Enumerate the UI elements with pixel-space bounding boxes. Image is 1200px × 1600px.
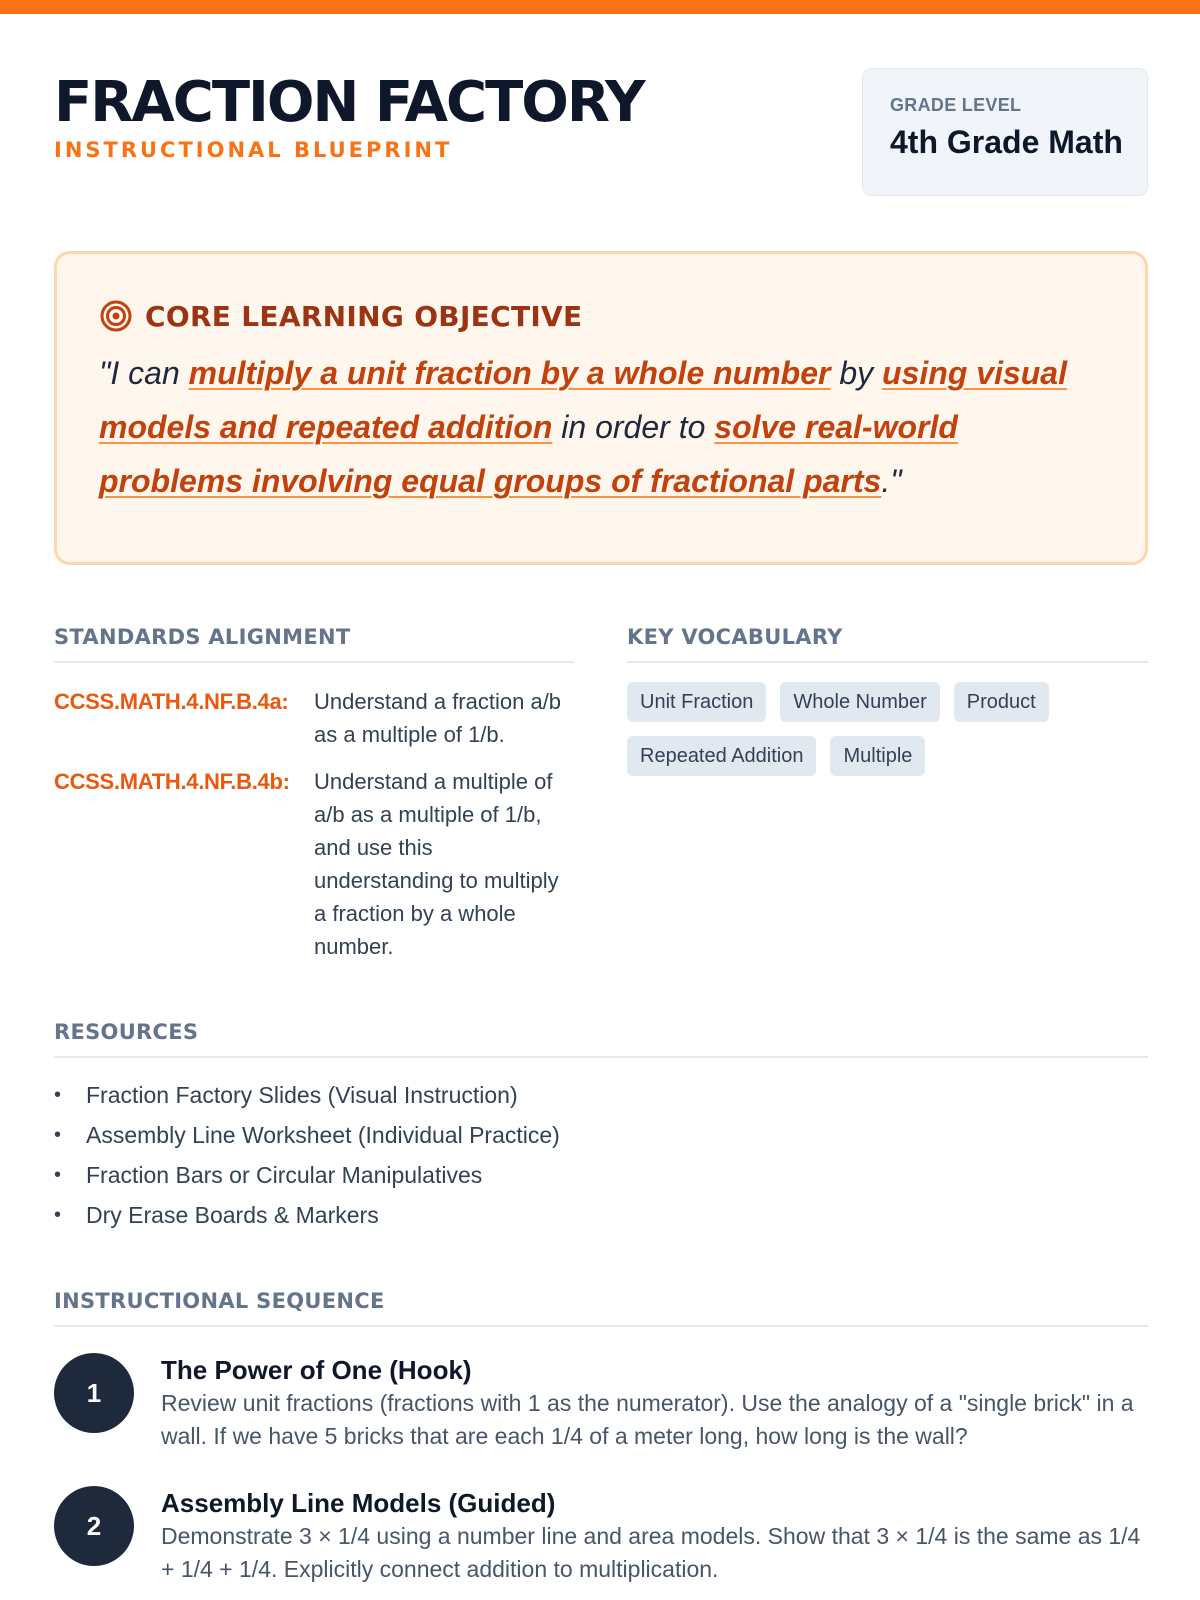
resource-item: • Dry Erase Boards & Markers	[54, 1195, 560, 1235]
standard-code: CCSS.MATH.4.NF.B.4a:	[54, 689, 289, 714]
standards-list	[54, 685, 574, 977]
step-description: Demonstrate 3 × 1/4 using a number line and area models. Show that 3 × 1/4 is the same as 1/4 + 1/4 + 1/4. Explicitly connect addition to multiplication.	[161, 1523, 1141, 1582]
objective-text: ."	[881, 463, 902, 499]
step-description: Review unit fractions (fractions with 1 as the numerator). Use the analogy of a "single brick" in a wall. If we have 5 bricks that are each 1/4 of a meter long, how long is the wall?	[161, 1390, 1134, 1449]
standards-heading: STANDARDS ALIGNMENT	[54, 625, 574, 663]
resource-item: • Fraction Factory Slides (Visual Instruction)	[54, 1075, 560, 1115]
objective-highlight: using visual models and repeated addition	[99, 355, 1067, 445]
objective-text: by	[830, 355, 883, 391]
vocab-chip: Multiple	[830, 736, 925, 776]
vocab-chip: Product	[954, 682, 1049, 722]
vocab-chip: Repeated Addition	[627, 736, 816, 776]
step-title: Assembly Line Models (Guided)	[161, 1488, 556, 1518]
standard-text: Understand a fraction a/b as a multiple of 1/b.	[314, 689, 562, 747]
resource-item: • Assembly Line Worksheet (Individual Practice)	[54, 1115, 560, 1155]
step-number-badge: 2	[54, 1486, 134, 1566]
step-body	[161, 1486, 1151, 1586]
vocabulary-heading: KEY VOCABULARY	[627, 625, 1148, 663]
standard-code: CCSS.MATH.4.NF.B.4b:	[54, 769, 290, 794]
sequence-heading: INSTRUCTIONAL SEQUENCE	[54, 1289, 1148, 1327]
objective-text: in order to	[552, 409, 715, 445]
resources-list	[54, 1075, 560, 1235]
vocab-chip: Unit Fraction	[627, 682, 766, 722]
standard-text: Understand a multiple of a/b as a multiple of 1/b, and use this understanding to multiply a fraction by a whole number.	[314, 769, 559, 959]
standard-item	[54, 765, 574, 963]
vocabulary-chips	[627, 682, 1148, 776]
objective-title: CORE LEARNING OBJECTIVE	[145, 299, 583, 333]
page-title: FRACTION FACTORY	[54, 70, 644, 135]
target-icon	[99, 299, 133, 333]
resource-item: • Fraction Bars or Circular Manipulatives	[54, 1155, 560, 1195]
objective-highlight: solve real-world problems involving equal groups of fractional parts	[99, 409, 958, 499]
objective-statement	[99, 346, 1105, 508]
standard-item	[54, 685, 574, 751]
step-number-badge: 1	[54, 1353, 134, 1433]
grade-level-card	[862, 68, 1148, 196]
objective-highlight: multiply a unit fraction by a whole number	[188, 355, 831, 391]
resources-heading: RESOURCES	[54, 1020, 1148, 1058]
core-objective-card	[54, 251, 1148, 565]
step-body	[161, 1353, 1151, 1453]
sequence-step	[54, 1353, 1148, 1463]
vocab-chip: Whole Number	[780, 682, 939, 722]
objective-heading	[99, 298, 1105, 334]
objective-text: "I can	[99, 355, 189, 391]
step-title: The Power of One (Hook)	[161, 1355, 472, 1385]
top-accent-bar	[0, 0, 1200, 14]
page-header	[54, 60, 1148, 200]
grade-level-label: GRADE LEVEL	[890, 95, 1022, 115]
sequence-step	[54, 1486, 1148, 1596]
page-subtitle: INSTRUCTIONAL BLUEPRINT	[54, 138, 453, 162]
grade-level-value: 4th Grade Math	[890, 124, 1123, 160]
